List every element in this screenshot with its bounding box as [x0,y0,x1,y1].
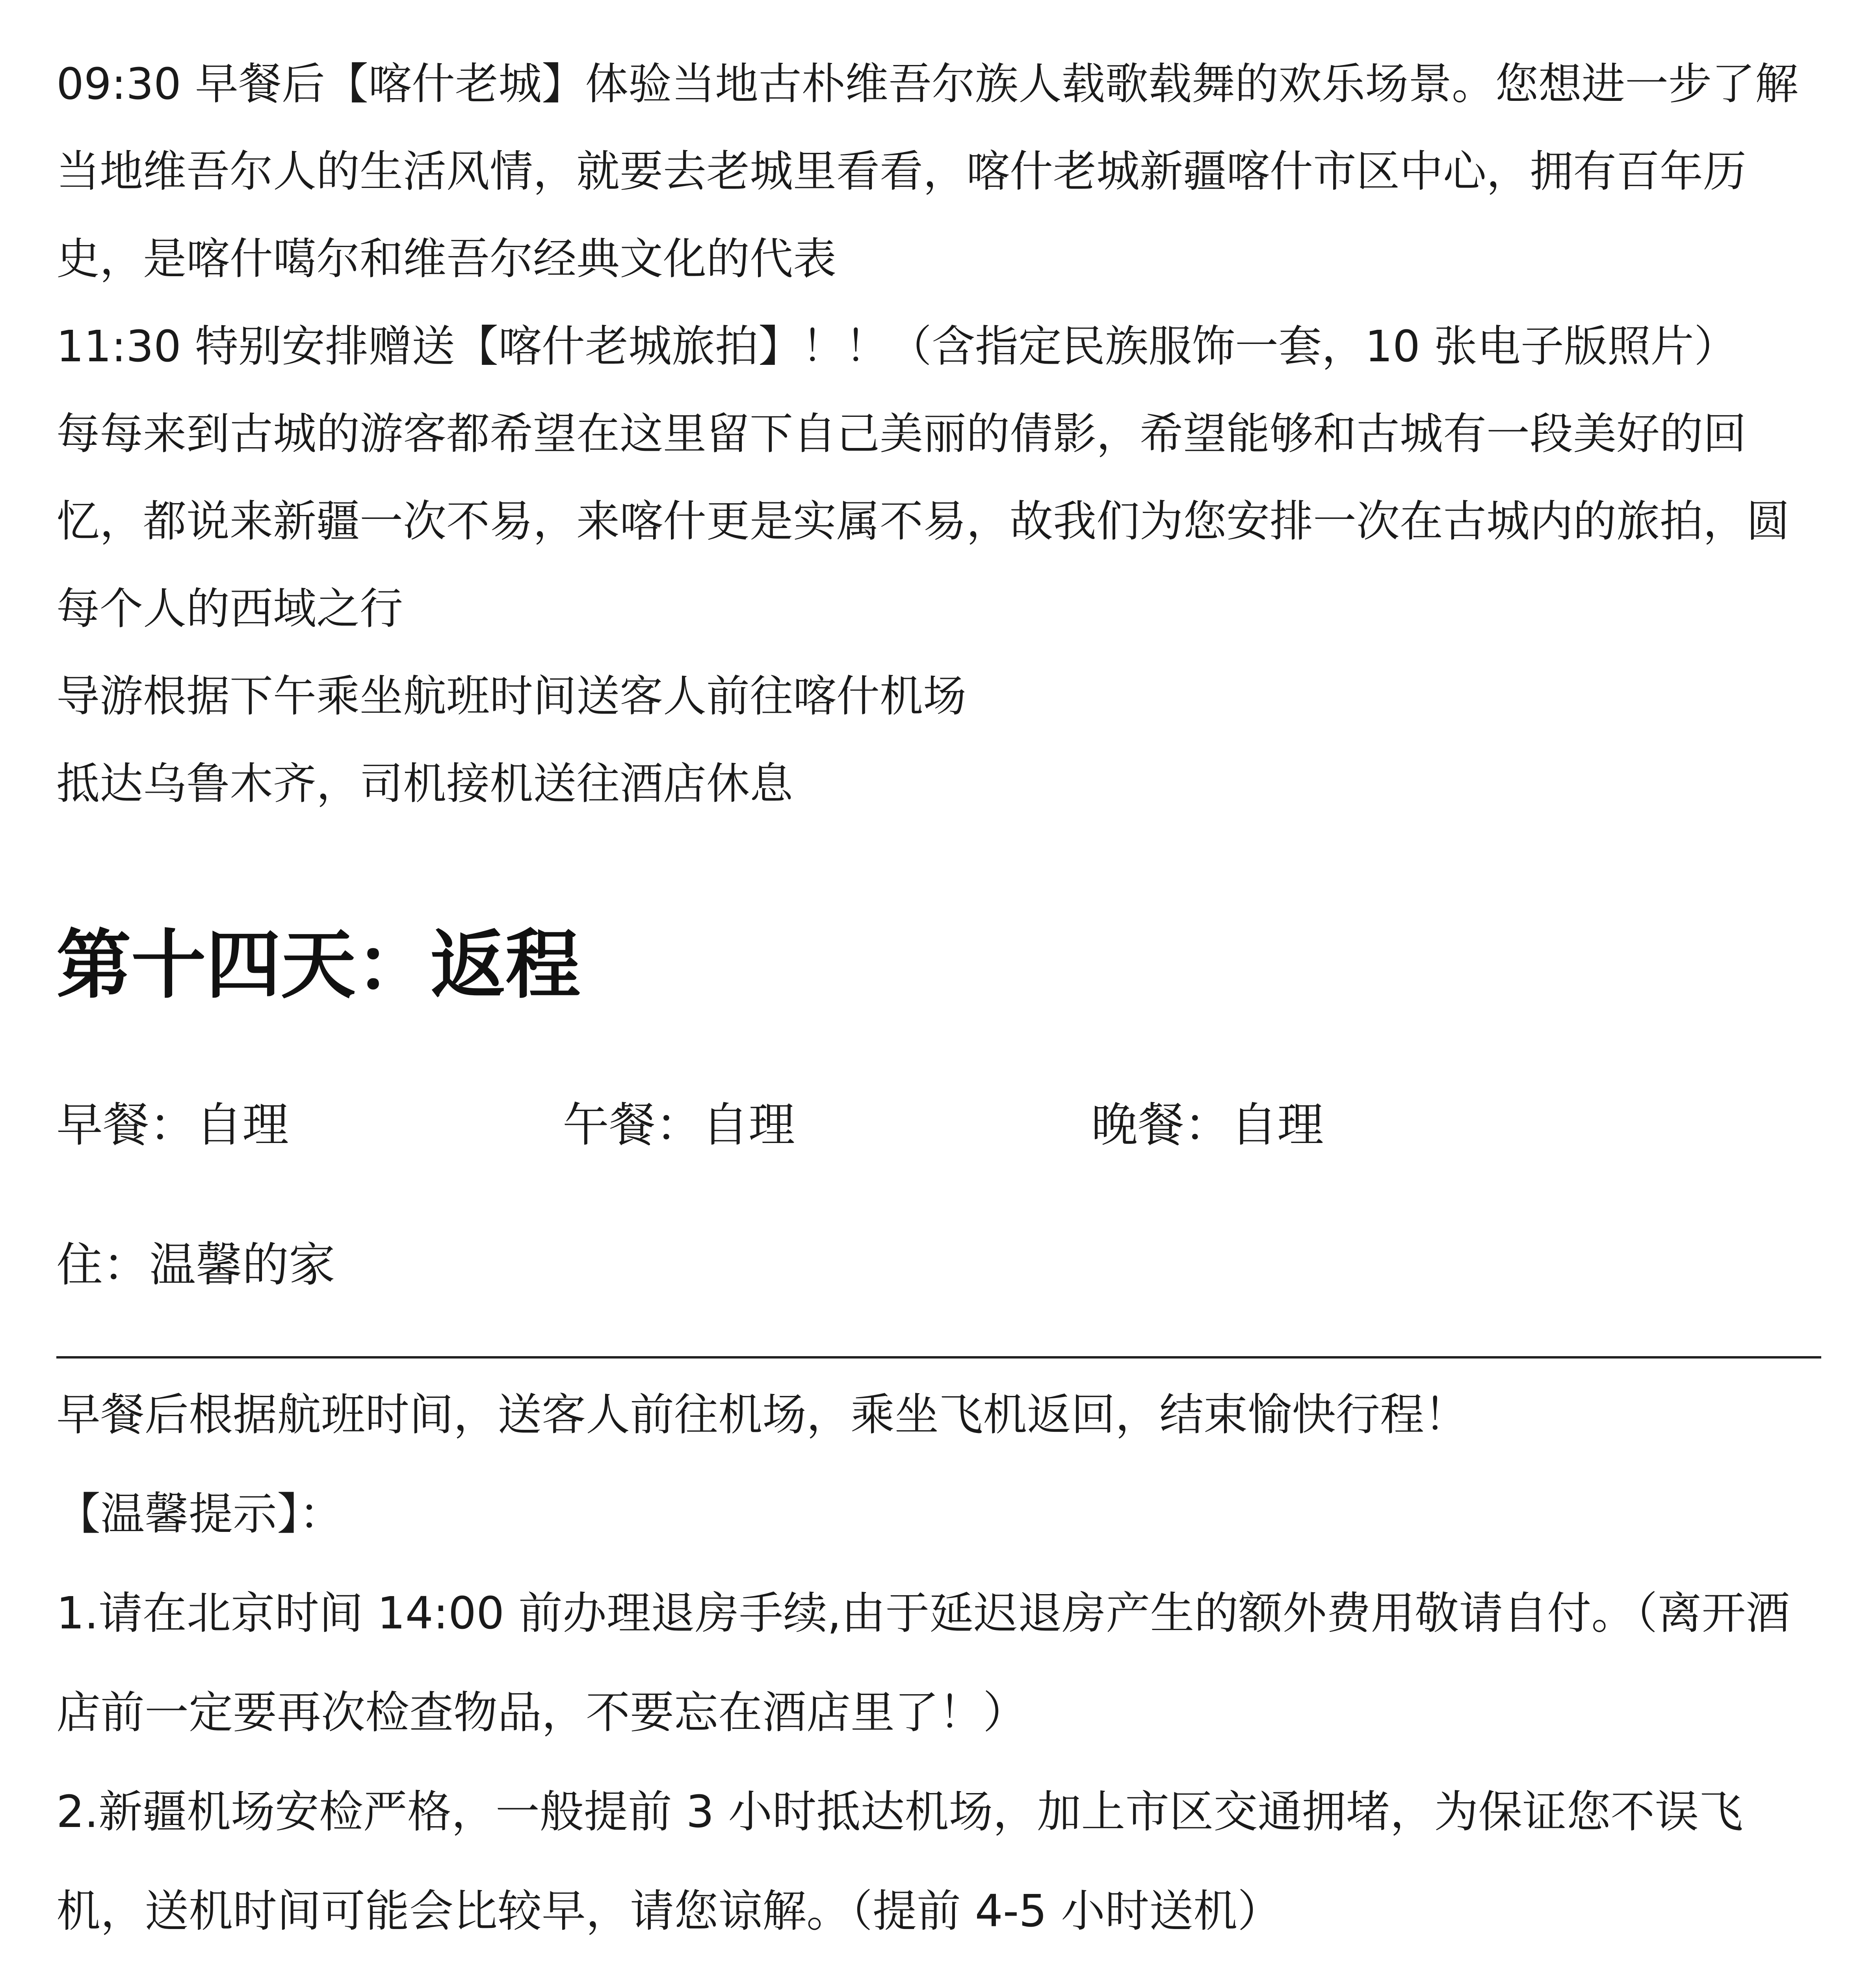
itinerary-day13-block [56,40,1821,827]
itinerary-line: 11:30 特别安排赠送【喀什老城旅拍】！！（含指定民族服饰一套，10 张电子版照片） [56,321,1737,372]
meal-dinner: 晚餐：自理 [1091,1098,1324,1152]
tip-item: 1.请在北京时间 14:00 前办理退房手续,由于延迟退房产生的额外费用敬请自付。（离开酒店前一定要再次检查物品，不要忘在酒店里了！） [56,1588,1790,1738]
tips-heading: 【温馨提示】： [56,1489,343,1540]
itinerary-line: 抵达乌鲁木齐，司机接机送往酒店休息 [56,758,793,809]
day14-details [56,1365,1821,1970]
accommodation: 住：温馨的家 [56,1238,336,1292]
day14-description: 早餐后根据航班时间，送客人前往机场，乘坐飞机返回，结束愉快行程！ [56,1389,1468,1440]
tip-item: 2.新疆机场安检严格，一般提前 3 小时抵达机场，加上市区交通拥堵，为保证您不误飞机，送机时间可能会比较早，请您谅解。（提前 4-5 小时送机） [56,1786,1743,1937]
meal-lunch: 午餐：自理 [563,1098,795,1152]
meal-breakfast: 早餐：自理 [56,1098,289,1152]
section-divider [56,1356,1821,1359]
itinerary-line: 导游根据下午乘坐航班时间送客人前往喀什机场 [56,671,966,721]
itinerary-line: 每每来到古城的游客都希望在这里留下自己美丽的倩影，希望能够和古城有一段美好的回忆，都说来新疆一次不易，来喀什更是实属不易，故我们为您安排一次在古城内的旅拍，圆每个人的西域之行 [56,409,1790,634]
itinerary-line: 09:30 早餐后【喀什老城】体验当地古朴维吾尔族人载歌载舞的欢乐场景。您想进一步了解当地维吾尔人的生活风情，就要去老城里看看，喀什老城新疆喀什市区中心，拥有百年历史，是喀什噶尔和维吾尔经典文化的代表 [56,59,1798,284]
day14-heading: 第十四天：返程 [56,922,581,1009]
tip-item [56,1961,1821,1970]
